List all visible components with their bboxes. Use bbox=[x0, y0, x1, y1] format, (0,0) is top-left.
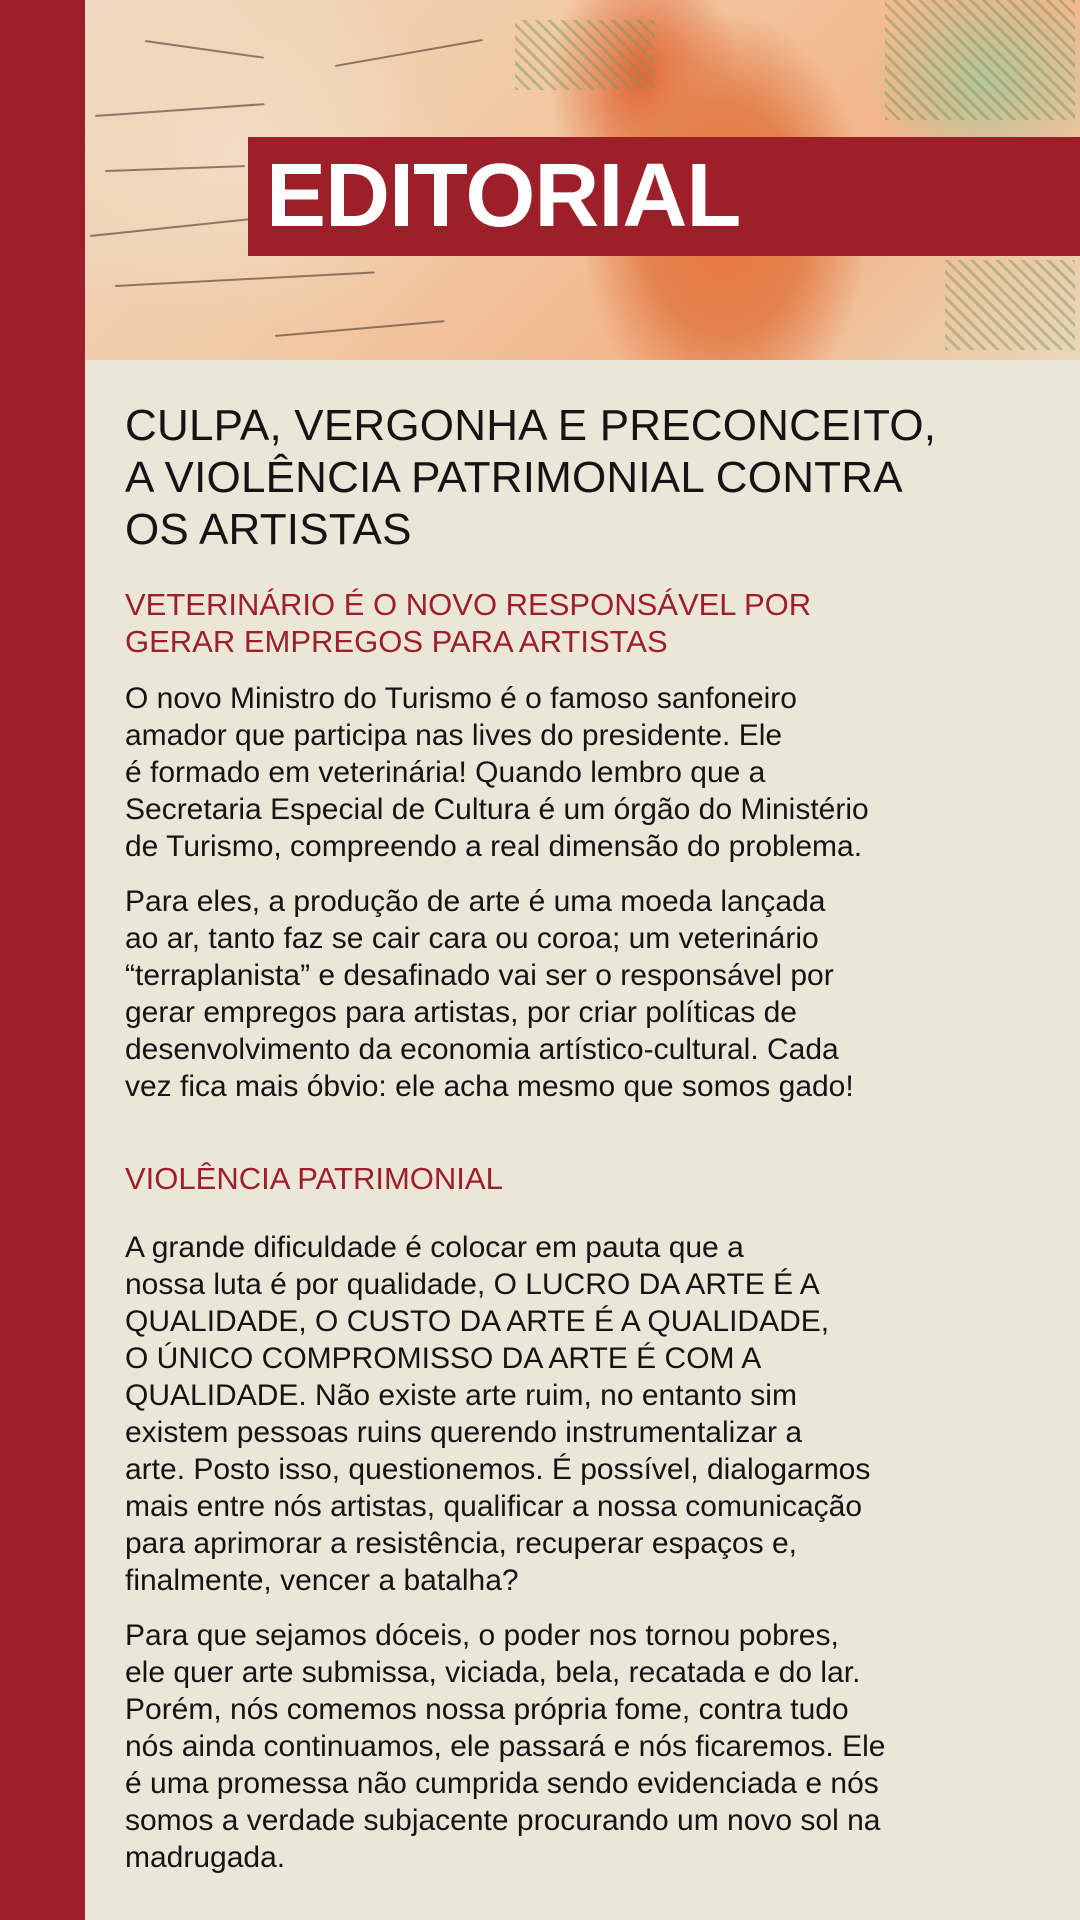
text-line: arte. Posto isso, questionemos. É possível, dialogarmos bbox=[125, 1453, 871, 1486]
section1-heading bbox=[125, 586, 1045, 660]
text-line: QUALIDADE, O CUSTO DA ARTE É A QUALIDADE, bbox=[125, 1305, 830, 1338]
section1-heading-line: VETERINÁRIO É O NOVO RESPONSÁVEL POR bbox=[125, 587, 812, 622]
section1-paragraph1 bbox=[125, 680, 1045, 865]
text-line: desenvolvimento da economia artístico-cultural. Cada bbox=[125, 1033, 839, 1066]
text-line: mais entre nós artistas, qualificar a nossa comunicação bbox=[125, 1490, 863, 1523]
text-line: somos a verdade subjacente procurando um novo sol na bbox=[125, 1804, 881, 1837]
article-title-line: A VIOLÊNCIA PATRIMONIAL CONTRA bbox=[125, 453, 903, 502]
text-line: Para que sejamos dóceis, o poder nos tornou pobres, bbox=[125, 1619, 839, 1652]
section1-heading-line: GERAR EMPREGOS PARA ARTISTAS bbox=[125, 624, 668, 659]
text-line: finalmente, vencer a batalha? bbox=[125, 1564, 519, 1597]
text-line: nós ainda continuamos, ele passará e nós ficaremos. Ele bbox=[125, 1730, 886, 1763]
text-line: QUALIDADE. Não existe arte ruim, no entanto sim bbox=[125, 1379, 797, 1412]
article-content bbox=[125, 400, 1045, 1876]
section2-paragraph2 bbox=[125, 1617, 1045, 1876]
text-line: ao ar, tanto faz se cair cara ou coroa; um veterinário bbox=[125, 922, 819, 955]
header-banner-image bbox=[85, 0, 1080, 360]
text-line: madrugada. bbox=[125, 1841, 286, 1874]
text-line: Para eles, a produção de arte é uma moeda lançada bbox=[125, 885, 826, 918]
text-line: “terraplanista” e desafinado vai ser o responsável por bbox=[125, 959, 834, 992]
article-title-line: OS ARTISTAS bbox=[125, 505, 412, 554]
text-line: amador que participa nas lives do presidente. Ele bbox=[125, 719, 783, 752]
article-title-line: CULPA, VERGONHA E PRECONCEITO, bbox=[125, 401, 937, 450]
section1-paragraph2 bbox=[125, 883, 1045, 1105]
section2-heading: VIOLÊNCIA PATRIMONIAL bbox=[125, 1161, 503, 1196]
section-label: EDITORIAL bbox=[266, 146, 741, 246]
text-line: é formado em veterinária! Quando lembro que a bbox=[125, 756, 766, 789]
editorial-ribbon bbox=[248, 137, 1080, 256]
text-line: Secretaria Especial de Cultura é um órgão do Ministério bbox=[125, 793, 869, 826]
text-line: O ÚNICO COMPROMISSO DA ARTE É COM A bbox=[125, 1342, 762, 1375]
section2-paragraph1 bbox=[125, 1229, 1045, 1599]
text-line: nossa luta é por qualidade, O LUCRO DA ARTE É A bbox=[125, 1268, 820, 1301]
text-line: é uma promessa não cumprida sendo evidenciada e nós bbox=[125, 1767, 879, 1800]
text-line: vez fica mais óbvio: ele acha mesmo que somos gado! bbox=[125, 1070, 854, 1103]
text-line: A grande dificuldade é colocar em pauta que a bbox=[125, 1231, 744, 1264]
text-line: existem pessoas ruins querendo instrumentalizar a bbox=[125, 1416, 803, 1449]
text-line: Porém, nós comemos nossa própria fome, contra tudo bbox=[125, 1693, 849, 1726]
article-title bbox=[125, 400, 1045, 556]
text-line: ele quer arte submissa, viciada, bela, recatada e do lar. bbox=[125, 1656, 861, 1689]
text-line: gerar empregos para artistas, por criar políticas de bbox=[125, 996, 797, 1029]
text-line: de Turismo, compreendo a real dimensão do problema. bbox=[125, 830, 863, 863]
text-line: O novo Ministro do Turismo é o famoso sanfoneiro bbox=[125, 682, 797, 715]
side-accent-bar bbox=[0, 0, 85, 1920]
text-line: para aprimorar a resistência, recuperar espaços e, bbox=[125, 1527, 797, 1560]
